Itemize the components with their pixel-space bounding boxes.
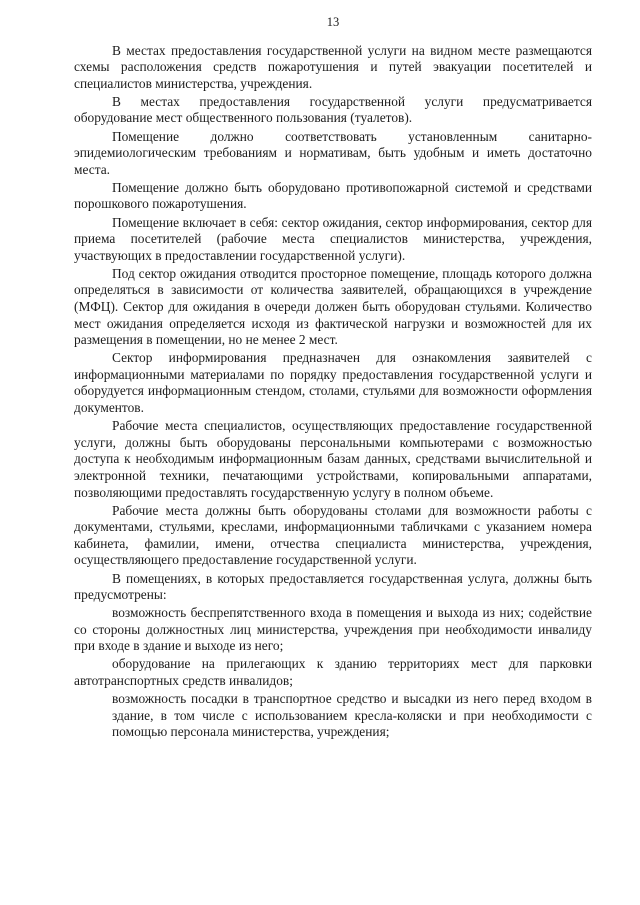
paragraph-public-toilets: В местах предоставления государственной услуги предусматривается оборудование мест общественного пользования (туалетов). <box>74 93 592 126</box>
paragraph-evacuation-schemes: В местах предоставления государственной услуги на видном месте размещаются схемы расположения средств пожаротушения и путей эвакуации посетителей и специалистов министерства, учреждения. <box>74 42 592 91</box>
paragraph-room-sectors: Помещение включает в себя: сектор ожидания, сектор информирования, сектор для приема посетителей (рабочие места специалистов министерства, учреждения, участвующих в предоставлении государственной услуги). <box>74 214 592 263</box>
paragraph-barrier-free-access: возможность беспрепятственного входа в помещения и выхода из них; содействие со стороны должностных лиц министерства, учреждения при необходимости инвалиду при входе в здание и выходе из него; <box>74 605 592 654</box>
paragraph-premises-provisions: В помещениях, в которых предоставляется государственная услуга, должны быть предусмотрены: <box>74 570 592 603</box>
paragraph-workplaces-furniture: Рабочие места должны быть оборудованы столами для возможности работы с документами, стульями, креслами, информационными табличками с указанием номера кабинета, фамилии, имени, отчества специалиста министерства, учреждения, осуществляющего предоставление государственной услуги. <box>74 502 592 568</box>
paragraph-sanitary-requirements: Помещение должно соответствовать установленным санитарно-эпидемиологическим требованиям и нормативам, быть удобным и иметь достаточно места. <box>74 128 592 177</box>
paragraph-vehicle-boarding: возможность посадки в транспортное средство и высадки из него перед входом в здание, в том числе с использованием кресла-коляски и при необходимости с помощью персонала министерства, учреждения; <box>112 691 592 740</box>
paragraph-workplaces-equipment: Рабочие места специалистов, осуществляющих предоставление государственной услуги, должны быть оборудованы персональными компьютерами с возможностью доступа к необходимым информационным базам данных, средствами вычислительной и электронной техники, печатающими устройствами, копировальными аппаратами, позволяющими предоставлять государственную услугу в полном объеме. <box>74 418 592 500</box>
paragraph-fire-protection: Помещение должно быть оборудовано противопожарной системой и средствами порошкового пожаротушения. <box>74 179 592 212</box>
paragraph-disabled-parking: оборудование на прилегающих к зданию территориях мест для парковки автотранспортных средств инвалидов; <box>74 656 592 689</box>
page-number: 13 <box>326 15 340 29</box>
paragraph-information-sector: Сектор информирования предназначен для ознакомления заявителей с информационными материалами по порядку предоставления государственной услуги и оборудуется информационным стендом, столами, стульями для возможности оформления документов. <box>74 350 592 416</box>
paragraph-waiting-sector: Под сектор ожидания отводится просторное помещение, площадь которого должна определяться в зависимости от количества заявителей, обращающихся в учреждение (МФЦ). Сектор для ожидания в очереди должен быть оборудован стульями. Количество мест ожидания определяется исходя из фактической нагрузки и возможностей для их размещения в помещении, но не менее 2 мест. <box>74 265 592 348</box>
